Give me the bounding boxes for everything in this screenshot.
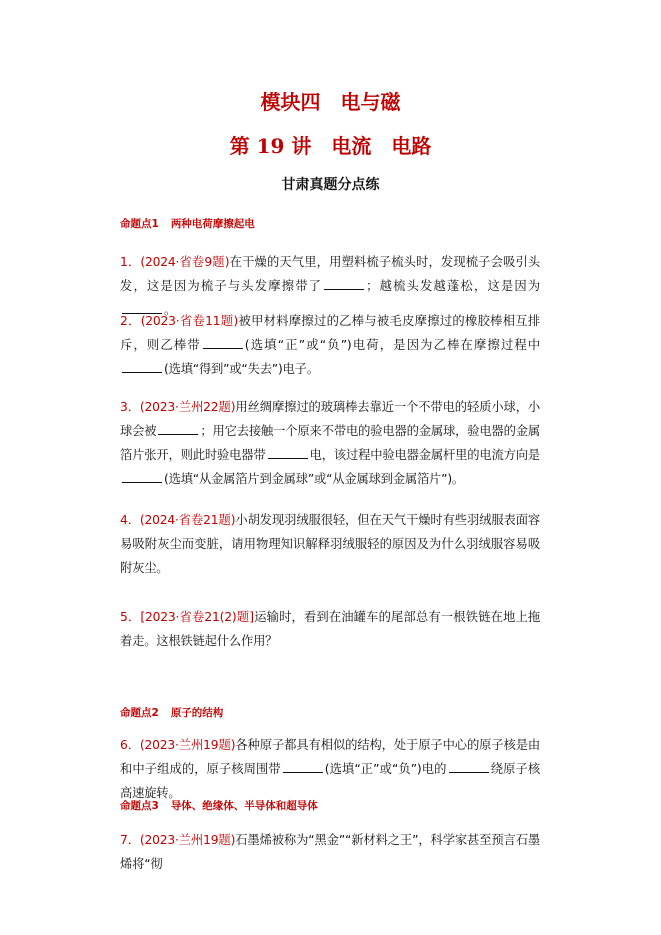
question-source: 2．(2023·省卷11题) [120,314,239,328]
question-text: ；用它去接触一个原来不带电的验电器的金属球，验电器的金属箔片张开，则此时验电器带 [120,424,540,462]
question-text: (选填“正”或“负”)电的 [324,762,447,776]
answer-blank[interactable] [122,360,162,373]
question-7 [120,828,540,876]
question-text: 被甲材料摩擦过的乙棒与被毛皮摩擦过的橡胶棒相互排斥，则乙棒带 [120,314,540,352]
question-text: 各种原子都具有相似的结构，处于原子中心的原子核是由 [235,738,540,752]
question-6 [120,733,540,805]
answer-blank[interactable] [449,760,489,773]
question-text: 石墨烯被称为“黑金”“新材料之王”，科学家甚至预言石墨烯将“彻 [120,833,540,871]
answer-blank[interactable] [122,470,162,483]
module-title: 模块四 电与磁 [260,90,401,114]
section-heading-3 [120,798,318,813]
section-title: 原子的结构 [170,707,224,719]
question-text: ；越梳头发越蓬松，这是因为 [366,279,540,293]
question-text: 在干燥的天气里，用塑料梳子梳头时，发现梳子会吸引头发，这是因为梳子与头发摩擦带了 [120,255,540,293]
question-source: 6．(2023·兰州19题) [120,738,236,752]
question-2 [120,309,540,381]
section-title: 两种电荷摩擦起电 [170,218,255,230]
question-source: 3．(2023·兰州22题) [120,400,236,414]
question-source: 7．(2023·兰州19题) [120,833,236,847]
question-text: 和中子组成的，原子核周围带 [120,762,281,776]
question-text: 运输时，看到在油罐车的尾部总有一根铁链在地上拖着走。这根铁链起什么作用？ [120,610,540,648]
section-title: 导体、绝缘体、半导体和超导体 [170,800,318,812]
question-text: 用丝绸摩擦过的玻璃棒去靠近一个不带电的轻质小球，小球会被 [120,400,540,438]
question-source: 5．[2023·省卷21(2)题] [120,610,254,624]
answer-blank[interactable] [283,760,323,773]
question-text: 小胡发现羽绒服很轻，但在天气干燥时有些羽绒服表面容易吸附灰尘而变脏，请用物理知识解释羽绒服轻的原因及为什么羽绒服容易吸附灰尘。 [120,513,540,575]
question-text: (选填“正”或“负”)电荷，是因为乙棒在摩擦过程中 [244,338,540,352]
answer-blank[interactable] [324,277,364,290]
question-text: 。 [164,303,177,317]
question-text: 绕原子核高速旋转。 [120,762,540,800]
question-5 [120,605,540,653]
question-text: (选填“得到”或“失去”)电子。 [164,362,319,376]
question-source: 4．(2024·省卷21题) [120,513,236,527]
section-label: 命题点1 [120,218,159,230]
section-heading-2 [120,705,223,720]
answer-blank[interactable] [268,446,308,459]
question-source: 1．(2024·省卷9题) [120,255,230,269]
section-label: 命题点2 [120,707,159,719]
lesson-title: 第 19 讲 电流 电路 [229,134,432,158]
question-text: (选填“从金属箔片到金属球”或“从金属球到金属箔片”)。 [164,472,465,486]
section-label: 命题点3 [120,800,159,812]
question-text: 电，该过程中验电器金属杆里的电流方向是 [309,448,540,462]
answer-blank[interactable] [203,336,243,349]
section-heading-1 [120,216,255,231]
answer-blank[interactable] [158,422,198,435]
question-3 [120,395,540,491]
question-4 [120,508,540,580]
page-subtitle: 甘肃真题分点练 [281,177,380,193]
